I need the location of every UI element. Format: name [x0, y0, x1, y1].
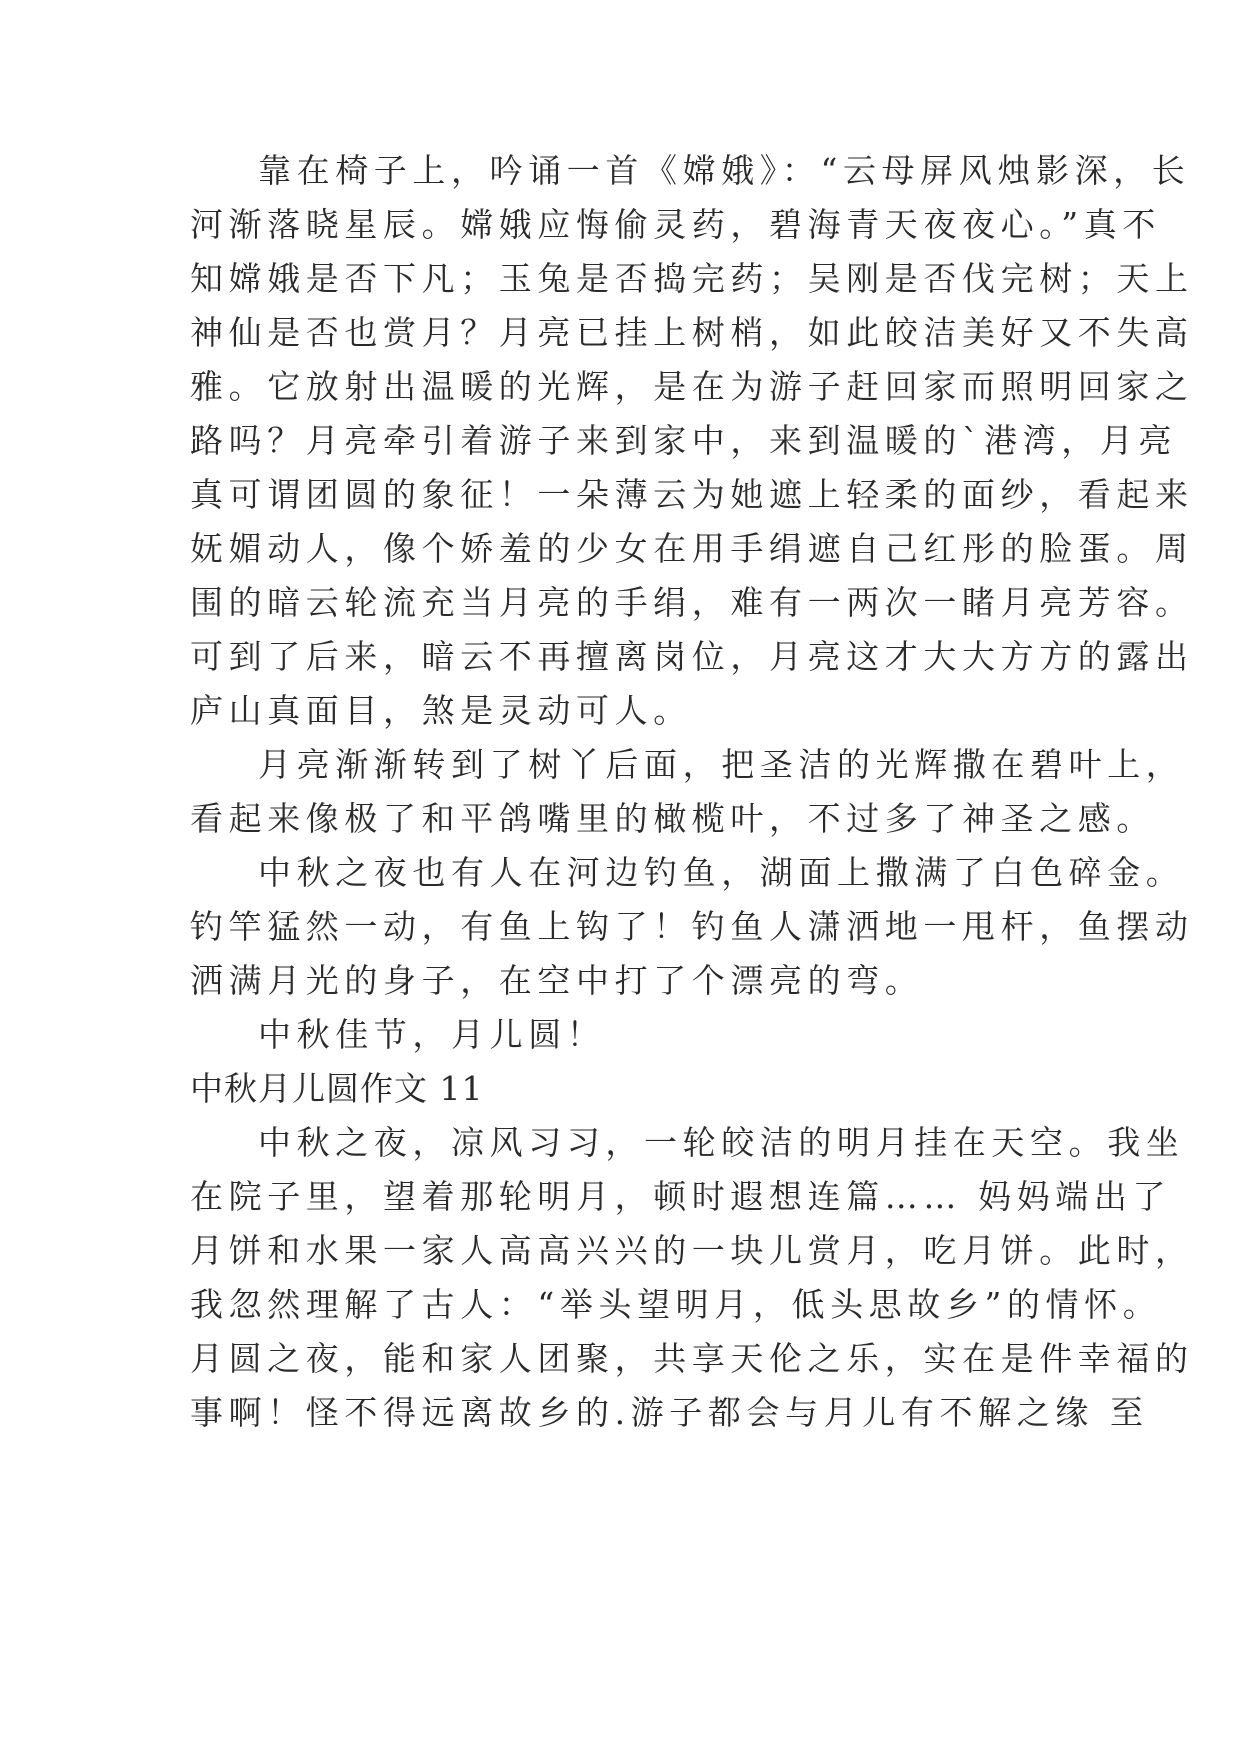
text-line: 知嫦娥是否下凡；玉兔是否捣完药；吴刚是否伐完树；天上: [190, 259, 1194, 298]
text-line: 河渐落晓星辰。嫦娥应悔偷灵药，碧海青天夜夜心。”真不: [190, 205, 1161, 244]
text-line: 月亮渐渐转到了树丫后面，把圣洁的光辉撒在碧叶上，: [258, 745, 1185, 784]
text-line: 钓竿猛然一动，有鱼上钩了！钓鱼人潇洒地一甩杆，鱼摆动: [190, 907, 1194, 946]
text-line: 事啊！怪不得远离故乡的.游子都会与月儿有不解之缘 至: [190, 1393, 1149, 1432]
text-line: 围的暗云轮流充当月亮的手绢，难有一两次一睹月亮芳容。: [190, 583, 1194, 622]
text-line: 看起来像极了和平鸽嘴里的橄榄叶，不过多了神圣之感。: [190, 799, 1155, 838]
text-line: 路吗？月亮牵引着游子来到家中，来到温暖的`港湾，月亮: [190, 421, 1178, 460]
text-line: 妩媚动人，像个娇羞的少女在用手绢遮自己红彤的脸蛋。周: [190, 529, 1194, 568]
text-line: 洒满月光的身子，在空中打了个漂亮的弯。: [190, 961, 924, 1000]
text-line: 中秋佳节，月儿圆！: [258, 1015, 606, 1054]
text-line: 庐山真面目，煞是灵动可人。: [190, 691, 692, 730]
text-line: 月饼和水果一家人高高兴兴的一块儿赏月，吃月饼。此时，: [190, 1231, 1194, 1270]
text-line: 中秋之夜，凉风习习，一轮皎洁的明月挂在天空。我坐: [258, 1123, 1185, 1162]
text-line: 真可谓团圆的象征！一朵薄云为她遮上轻柔的面纱，看起来: [190, 475, 1194, 514]
text-line: 我忽然理解了古人：“举头望明月，低头思故乡”的情怀。: [190, 1285, 1162, 1324]
text-line: 靠在椅子上，吟诵一首《嫦娥》：“云母屏风烛影深，长: [258, 151, 1191, 190]
text-line: 在院子里，望着那轮明月，顿时遐想连篇…… 妈妈端出了: [190, 1177, 1172, 1216]
text-line: 中秋之夜也有人在河边钓鱼，湖面上撒满了白色碎金。: [258, 853, 1185, 892]
text-line: 神仙是否也赏月？月亮已挂上树梢，如此皎洁美好又不失高: [190, 313, 1194, 352]
text-line: 可到了后来，暗云不再擅离岗位，月亮这才大大方方的露出: [190, 637, 1194, 676]
text-line: 月圆之夜，能和家人团聚，共享天伦之乐，实在是件幸福的: [190, 1339, 1194, 1378]
text-line: 雅。它放射出温暖的光辉，是在为游子赶回家而照明回家之: [190, 367, 1194, 406]
section-heading: 中秋月儿圆作文 11: [190, 1069, 484, 1108]
